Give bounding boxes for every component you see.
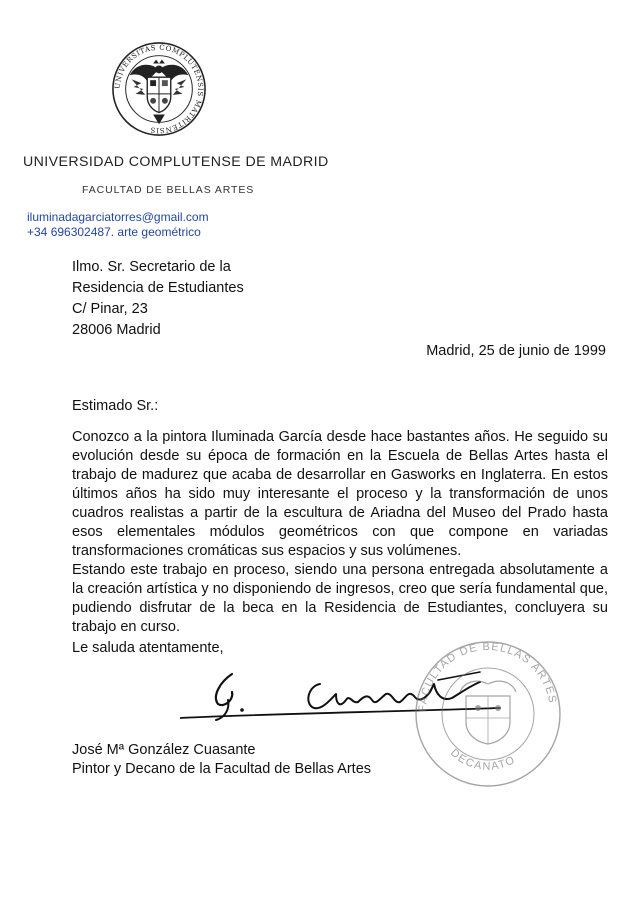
closing-line: Le saluda atentamente,: [72, 640, 224, 656]
signer-block: [72, 741, 371, 779]
contact-phone: +34 696302487. arte geométrico: [27, 225, 201, 239]
body-paragraph: Conozco a la pintora Iluminada García desde hace bastantes años. He seguido su evolución desde su época de formación en la Escuela de Bellas Artes hasta el trabajo de madurez que acaba de desarrollar en Gasworks en Inglaterra. En estos últimos años ha sido muy interesante el proceso y la transformación de unos cuadros realistas a partir de la escultura de Ariadna del Museo del Prado hasta esos elementales módulos geométricos con que compone en variadas transformaciones cromáticas sus espacios y sus volúmenes.: [72, 429, 608, 559]
recipient-line: C/ Pinar, 23: [72, 301, 148, 317]
recipient-address: [72, 257, 244, 341]
signer-name: José Mª González Cuasante: [72, 742, 256, 758]
recipient-line: 28006 Madrid: [72, 322, 161, 338]
stamp-bottom-text: DECANATO: [447, 746, 518, 773]
university-seal-icon: [110, 40, 208, 138]
letter-date: Madrid, 25 de junio de 1999: [426, 343, 606, 359]
faculty-stamp-icon: [412, 632, 562, 792]
university-name: UNIVERSIDAD COMPLUTENSE DE MADRID: [23, 154, 329, 170]
faculty-name: FACULTAD DE BELLAS ARTES: [82, 184, 255, 196]
letter-body: [72, 428, 608, 637]
seal-text: UNIVERSITAS COMPLUTENSIS MATRITENSIS: [112, 42, 206, 136]
contact-email[interactable]: iluminadagarciatorres@gmail.com: [27, 210, 209, 224]
stamp-top-text: FACULTAD DE BELLAS ARTES: [416, 640, 559, 713]
body-paragraph: Estando este trabajo en proceso, siendo una persona entregada absolutamente a la creación artística y no disponiendo de ingresos, creo que sería fundamental que, pudiendo disfrutar de la beca en la Residencia de Estudiantes, concluyera su trabajo en curso.: [72, 562, 608, 635]
salutation: Estimado Sr.:: [72, 398, 159, 414]
recipient-line: Residencia de Estudiantes: [72, 280, 244, 296]
recipient-line: Ilmo. Sr. Secretario de la: [72, 259, 231, 275]
contact-block: [27, 210, 209, 240]
signer-title: Pintor y Decano de la Facultad de Bellas Artes: [72, 761, 372, 777]
